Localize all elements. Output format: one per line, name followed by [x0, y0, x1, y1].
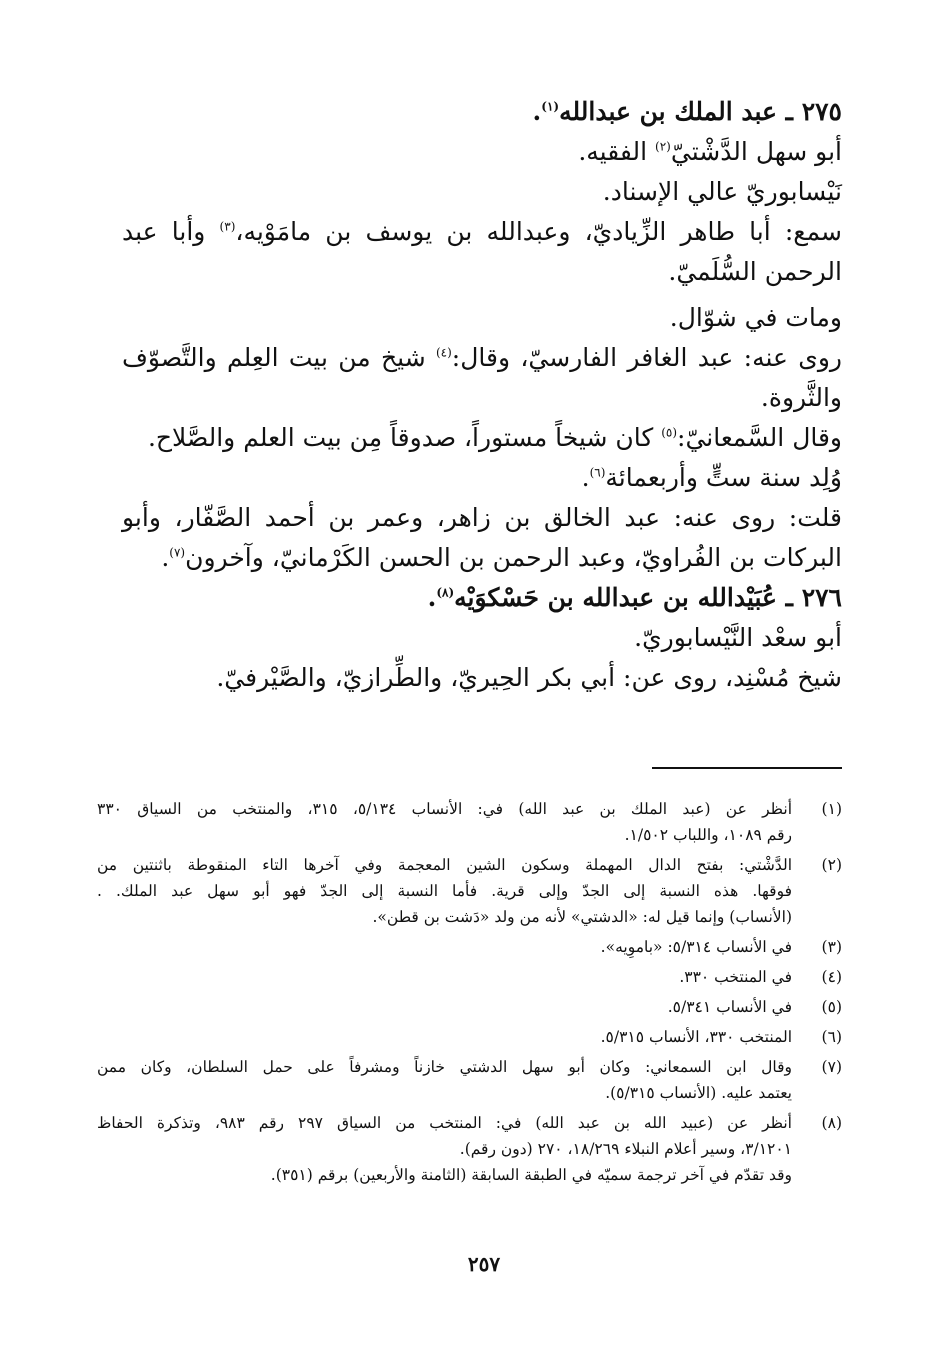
text-segment: ومات في شوّال.: [669, 303, 842, 332]
entry-275-heading: [122, 92, 842, 132]
text-segment: وقال السَّمعانيّ:: [677, 423, 842, 452]
entry-276-heading: [122, 578, 842, 618]
footnote-number: (٤): [821, 968, 842, 986]
text-segment: قلت: روى عنه: عبد الخالق بن زاهر، وعمر بن أحمد الصَّفّار، وأبو: [122, 503, 842, 532]
footnote: [97, 796, 842, 848]
footnote-number: (١): [821, 800, 842, 818]
page-number: ٢٥٧: [467, 1252, 501, 1276]
footnote-line: فوقها. هذه النسبة إلى الجدّ وإلى قرية. فأما النسبة إلى الجدّ فهو أبو سهل عبد الملك. .: [97, 882, 792, 900]
text-segment: وأبا عبد: [122, 217, 220, 246]
footnote-body: [97, 1054, 792, 1106]
entry-275-line: [122, 298, 842, 338]
footnote-body: [97, 934, 792, 960]
footnote-line: وقد تقدّم في آخر ترجمة سميّه في الطبقة السابقة (الثامنة والأربعين) برقم (٣٥١).: [270, 1166, 792, 1184]
text-segment: .: [161, 543, 170, 572]
entry-276-line: [122, 658, 842, 698]
footnote: [97, 1024, 842, 1050]
footnote-body: [97, 852, 792, 930]
text-segment: شيخ مُسْنِد، روى عن: أبي بكر الحِيريّ، والطِّرازيّ، والصَّيْرفيّ.: [216, 663, 842, 692]
footnote-number: (٣): [821, 938, 842, 956]
footnote-separator: [652, 767, 842, 769]
footnote-marker: (٧): [169, 545, 186, 560]
footnote-number: (٢): [821, 856, 842, 874]
footnote-line: في الأنساب ٥/٣١٤: «باموِيه».: [600, 938, 792, 956]
footnote-body: [97, 1024, 792, 1050]
footnote-marker: (٥): [661, 425, 678, 440]
text-segment: والثَّروة.: [760, 383, 842, 412]
text-segment: روى عنه: عبد الغافر الفارسيّ، وقال:: [451, 343, 842, 372]
text-segment: سمع: أبا طاهر الزِّياديّ، وعبدالله بن يوسف بن مامَوْيه،: [235, 217, 842, 246]
footnote-marker: (٣): [219, 219, 236, 234]
footnote-line: (الأنساب) وإنما قيل له: «الدشتي» لأنه من ولد «دَشت بن قطن».: [372, 908, 792, 926]
footnote-line: رقم ١٠٨٩، واللباب ١/٥٠٢.: [624, 826, 792, 844]
footnotes: [97, 796, 842, 1192]
entry-276-line: [122, 618, 842, 658]
footnote-number: (٦): [821, 1028, 842, 1046]
text-segment: كان شيخاً مستوراً، صدوقاً مِن بيت العلم والصَّلاح.: [147, 423, 662, 452]
entry-275-line: [122, 498, 842, 538]
footnote: [97, 1110, 842, 1188]
footnote-line: المنتخب ٣٣٠، الأنساب ٥/٣١٥.: [600, 1028, 792, 1046]
text-segment: .: [581, 463, 590, 492]
footnote-line: أنظر عن (عبيد الله بن عبد الله) في: المنتخب من السياق ٢٩٧ رقم ٩٨٣، وتذكرة الحفاظ: [97, 1114, 792, 1132]
main-text: [122, 92, 842, 698]
entry-275-line: [122, 458, 842, 498]
footnote-body: [97, 994, 792, 1020]
text-segment: أبو سهل الدَّشْتيّ: [670, 137, 842, 166]
footnote-number: (٧): [821, 1058, 842, 1076]
footnote-body: [97, 796, 792, 848]
text-segment: أبو سعْد النَّيْسابوريّ.: [634, 623, 842, 652]
entry-heading-text: ٢٧٦ ـ عُبَيْدالله بن عبدالله بن حَسْكوَيْه: [454, 583, 842, 612]
footnote-marker: (١): [541, 99, 560, 114]
footnote-line: في الأنساب ٥/٣٤١.: [667, 998, 792, 1016]
text-segment: وُلِد سنة ستٍّ وأربعمائة: [605, 463, 842, 492]
footnote: [97, 994, 842, 1020]
entry-275-line: [122, 212, 842, 252]
entry-275-line: [122, 132, 842, 172]
footnote: [97, 964, 842, 990]
footnote-body: [97, 1110, 792, 1188]
text-segment: شيخ من بيت العِلم والتَّصوّف: [122, 343, 436, 372]
text-segment: الرحمن السُّلَميّ.: [668, 257, 842, 286]
footnote-body: [97, 964, 792, 990]
entry-275-line: [122, 172, 842, 212]
footnote: [97, 1054, 842, 1106]
footnote-line: أنظر عن (عبد الملك بن عبد الله) في: الأنساب ٥/١٣٤، ٣١٥، والمنتخب من السياق ٣٣٠: [97, 800, 792, 818]
footnote-line: الدَّشْتي: بفتح الدال المهملة وسكون الشين المعجمة وفي آخرها التاء المنقوطة باثنتين من: [97, 856, 792, 874]
footnote-marker: (٢): [655, 139, 671, 154]
footnote-line: ٣/١٢٠١، وسير أعلام النبلاء ١٨/٢٦٩، ٢٧٠ (دون رقم).: [459, 1140, 792, 1158]
footnote-marker: (٨): [436, 585, 455, 600]
text-segment: الفقيه.: [578, 137, 656, 166]
footnote: [97, 934, 842, 960]
text-segment: نَيْسابوريّ عالي الإسناد.: [602, 177, 842, 206]
entry-275-line: [122, 418, 842, 458]
footnote-line: في المنتخب ٣٣٠.: [679, 968, 792, 986]
footnote-number: (٨): [821, 1114, 842, 1132]
punctuation: .: [427, 583, 437, 612]
punctuation: .: [532, 97, 542, 126]
entry-275-line: [122, 378, 842, 418]
text-segment: البركات بن الفُراويّ، وعبد الرحمن بن الحسن الكَرْمانيّ، وآخرون: [185, 543, 842, 572]
entry-275-line: [122, 338, 842, 378]
entry-275-line: [122, 538, 842, 578]
entry-275-line: [122, 252, 842, 292]
footnote-number: (٥): [821, 998, 842, 1016]
footnote-line: يعتمد عليه. (الأنساب ٥/٣١٥).: [605, 1084, 792, 1102]
footnote-marker: (٤): [435, 345, 452, 360]
footnote: [97, 852, 842, 930]
entry-heading-text: ٢٧٥ ـ عبد الملك بن عبدالله: [559, 97, 842, 126]
footnote-line: وقال ابن السمعاني: وكان أبو سهل الدشتي خازناً ومشرفاً على حمل السلطان، وكان ممن: [97, 1058, 792, 1076]
footnote-marker: (٦): [589, 465, 606, 480]
